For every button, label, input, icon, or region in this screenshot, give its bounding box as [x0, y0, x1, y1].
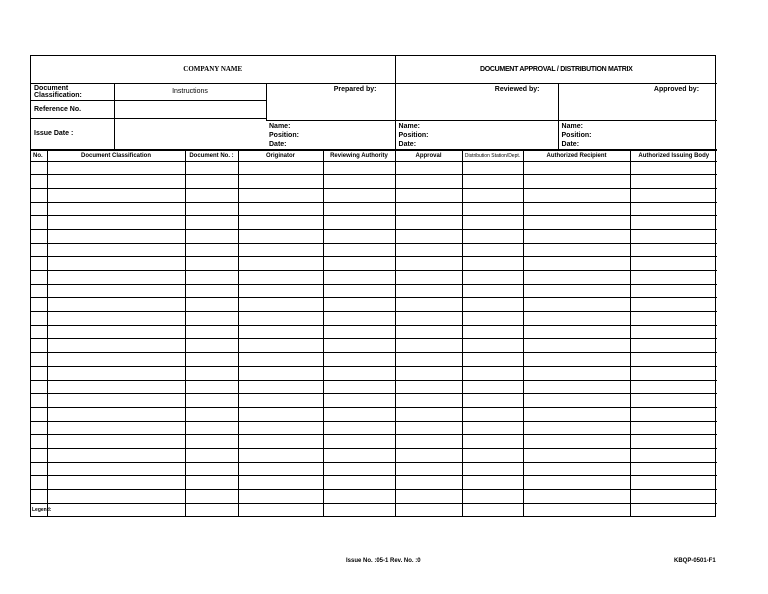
table-cell[interactable] [185, 161, 238, 175]
table-cell[interactable] [47, 284, 185, 298]
table-cell[interactable] [630, 284, 717, 298]
table-cell[interactable] [47, 407, 185, 421]
table-cell[interactable] [395, 394, 462, 408]
table-cell[interactable] [185, 202, 238, 216]
table-cell[interactable] [185, 312, 238, 326]
table-cell[interactable] [31, 271, 47, 285]
table-cell[interactable] [462, 284, 523, 298]
table-cell[interactable] [523, 161, 630, 175]
table-cell[interactable] [323, 435, 395, 449]
reviewed-by-label: Reviewed by: [395, 83, 558, 120]
table-cell[interactable] [323, 503, 395, 516]
table-cell[interactable] [323, 175, 395, 189]
table-row [31, 462, 717, 476]
table-cell[interactable] [31, 462, 47, 476]
table-row [31, 175, 717, 189]
table-cell[interactable] [395, 435, 462, 449]
table-cell[interactable] [31, 312, 47, 326]
table-cell[interactable] [47, 490, 185, 504]
company-name: COMPANY NAME [31, 56, 395, 83]
table-cell[interactable] [323, 421, 395, 435]
table-row [31, 421, 717, 435]
table-row [31, 353, 717, 367]
table-cell[interactable] [238, 394, 323, 408]
table-cell[interactable] [47, 503, 185, 516]
table-cell[interactable] [323, 243, 395, 257]
table-cell[interactable] [523, 312, 630, 326]
table-cell[interactable] [630, 503, 717, 516]
table-cell[interactable] [238, 353, 323, 367]
table-cell[interactable] [238, 202, 323, 216]
table-row [31, 490, 717, 504]
table-row [31, 380, 717, 394]
table-cell[interactable] [630, 490, 717, 504]
table-cell[interactable] [31, 435, 47, 449]
table-cell[interactable] [185, 380, 238, 394]
column-header-distribution-station: Distribution Station/Dept. [462, 150, 523, 161]
table-cell[interactable] [523, 175, 630, 189]
table-cell[interactable] [462, 448, 523, 462]
document-title: DOCUMENT APPROVAL / DISTRIBUTION MATRIX [395, 56, 717, 83]
table-cell[interactable] [523, 448, 630, 462]
table-cell[interactable] [630, 257, 717, 271]
table-cell[interactable] [47, 175, 185, 189]
table-cell[interactable] [47, 229, 185, 243]
table-row [31, 325, 717, 339]
table-cell[interactable] [31, 394, 47, 408]
table-cell[interactable] [523, 325, 630, 339]
table-cell[interactable] [523, 476, 630, 490]
table-cell[interactable] [395, 188, 462, 202]
table-cell[interactable] [395, 462, 462, 476]
table-cell[interactable] [185, 271, 238, 285]
distribution-table [31, 150, 717, 517]
table-cell[interactable] [523, 366, 630, 380]
table-cell[interactable] [31, 380, 47, 394]
table-cell[interactable] [31, 243, 47, 257]
table-cell[interactable] [238, 325, 323, 339]
table-row [31, 271, 717, 285]
table-cell[interactable] [395, 175, 462, 189]
table-cell[interactable] [462, 353, 523, 367]
table-cell[interactable] [395, 243, 462, 257]
table-cell[interactable] [462, 216, 523, 230]
table-row [31, 229, 717, 243]
table-cell[interactable] [185, 366, 238, 380]
table-cell[interactable] [238, 257, 323, 271]
table-cell[interactable] [47, 380, 185, 394]
table-cell[interactable] [238, 312, 323, 326]
table-cell[interactable] [323, 188, 395, 202]
table-cell[interactable] [462, 298, 523, 312]
table-cell[interactable] [630, 353, 717, 367]
table-cell[interactable] [523, 229, 630, 243]
table-cell[interactable] [47, 243, 185, 257]
table-cell[interactable] [47, 462, 185, 476]
table-cell[interactable] [31, 407, 47, 421]
table-cell[interactable] [395, 353, 462, 367]
table-cell[interactable] [47, 257, 185, 271]
table-cell[interactable] [47, 448, 185, 462]
table-cell[interactable] [395, 298, 462, 312]
table-cell[interactable] [462, 271, 523, 285]
column-header-document-classification: Document Classification [47, 150, 185, 161]
table-cell[interactable] [395, 380, 462, 394]
column-header-approval: Approval [395, 150, 462, 161]
table-cell[interactable] [630, 462, 717, 476]
table-cell[interactable] [630, 243, 717, 257]
table-cell[interactable] [323, 476, 395, 490]
table-cell[interactable] [630, 394, 717, 408]
table-cell[interactable] [185, 448, 238, 462]
table-cell[interactable] [47, 202, 185, 216]
table-cell[interactable] [323, 462, 395, 476]
form-code: KBQP-0501-F1 [674, 558, 716, 564]
table-cell[interactable] [185, 175, 238, 189]
table-cell[interactable] [523, 353, 630, 367]
table-cell[interactable] [462, 229, 523, 243]
table-cell[interactable] [238, 462, 323, 476]
table-row [31, 407, 717, 421]
table-cell[interactable] [630, 229, 717, 243]
table-cell[interactable] [323, 380, 395, 394]
table-cell[interactable] [323, 202, 395, 216]
table-row [31, 257, 717, 271]
table-cell[interactable] [31, 284, 47, 298]
table-cell[interactable] [185, 229, 238, 243]
table-cell[interactable] [523, 216, 630, 230]
table-cell[interactable] [238, 448, 323, 462]
table-row [31, 366, 717, 380]
table-cell[interactable] [462, 339, 523, 353]
position-label: Position: [269, 131, 299, 139]
table-cell[interactable] [523, 188, 630, 202]
table-cell[interactable] [238, 503, 323, 516]
table-cell[interactable] [185, 339, 238, 353]
table-cell[interactable] [630, 216, 717, 230]
table-cell[interactable] [238, 229, 323, 243]
table-row [31, 202, 717, 216]
table-cell[interactable] [630, 298, 717, 312]
table-cell[interactable] [630, 202, 717, 216]
date-label: Date: [398, 140, 417, 148]
table-cell[interactable] [185, 325, 238, 339]
table-row [31, 298, 717, 312]
table-cell[interactable] [238, 216, 323, 230]
table-cell[interactable] [462, 202, 523, 216]
table-cell[interactable] [185, 284, 238, 298]
table-cell[interactable] [523, 394, 630, 408]
table-cell[interactable] [47, 271, 185, 285]
table-cell[interactable] [462, 435, 523, 449]
form-header [31, 56, 717, 150]
table-cell[interactable] [395, 202, 462, 216]
table-cell[interactable] [238, 243, 323, 257]
classification-label: Document Classification: [31, 83, 114, 100]
table-cell[interactable] [47, 188, 185, 202]
table-cell[interactable] [395, 407, 462, 421]
column-header-reviewing-authority: Reviewing Authority [323, 150, 395, 161]
table-cell[interactable] [238, 161, 323, 175]
name-label: Name: [561, 122, 583, 130]
approval-matrix-form [30, 55, 716, 517]
table-cell[interactable] [31, 476, 47, 490]
table-cell[interactable] [323, 161, 395, 175]
table-cell[interactable] [31, 298, 47, 312]
table-cell[interactable] [238, 435, 323, 449]
table-cell[interactable] [238, 339, 323, 353]
approved-by-label: Approved by: [558, 83, 717, 120]
table-cell[interactable] [523, 243, 630, 257]
table-cell[interactable] [185, 503, 238, 516]
table-cell[interactable] [31, 448, 47, 462]
table-cell[interactable] [323, 271, 395, 285]
table-cell[interactable] [323, 353, 395, 367]
table-cell[interactable] [185, 462, 238, 476]
table-cell[interactable] [238, 284, 323, 298]
table-cell[interactable] [323, 229, 395, 243]
table-cell[interactable] [523, 462, 630, 476]
table-cell[interactable] [31, 229, 47, 243]
classification-value-field[interactable]: Instructions [114, 83, 266, 100]
table-cell[interactable] [523, 380, 630, 394]
table-cell[interactable] [238, 175, 323, 189]
table-cell[interactable] [31, 175, 47, 189]
table-cell[interactable] [238, 407, 323, 421]
table-cell[interactable] [47, 216, 185, 230]
table-cell[interactable] [185, 421, 238, 435]
table-cell[interactable] [462, 407, 523, 421]
table-cell[interactable] [523, 503, 630, 516]
table-cell[interactable] [185, 435, 238, 449]
table-cell[interactable] [630, 380, 717, 394]
table-cell[interactable] [630, 448, 717, 462]
table-cell[interactable] [31, 366, 47, 380]
position-label: Position: [561, 131, 592, 139]
table-cell[interactable] [31, 257, 47, 271]
table-cell[interactable] [238, 476, 323, 490]
table-cell[interactable] [238, 298, 323, 312]
table-cell[interactable] [523, 298, 630, 312]
table-cell[interactable] [462, 257, 523, 271]
table-cell[interactable] [630, 407, 717, 421]
table-cell[interactable] [47, 298, 185, 312]
table-cell[interactable] [630, 366, 717, 380]
issue-date-value-field[interactable] [114, 118, 266, 149]
table-cell[interactable] [462, 243, 523, 257]
table-cell[interactable] [323, 490, 395, 504]
table-cell[interactable] [238, 490, 323, 504]
table-cell[interactable] [185, 476, 238, 490]
table-row [31, 284, 717, 298]
table-cell[interactable] [395, 339, 462, 353]
table-cell[interactable] [630, 188, 717, 202]
table-row [31, 435, 717, 449]
table-cell[interactable] [238, 421, 323, 435]
prepared-by-label: Prepared by: [266, 83, 395, 120]
table-cell[interactable] [523, 202, 630, 216]
table-cell[interactable] [630, 421, 717, 435]
issue-date-label: Issue Date : [31, 118, 114, 149]
table-cell[interactable] [185, 216, 238, 230]
table-cell[interactable] [395, 448, 462, 462]
table-cell[interactable] [323, 298, 395, 312]
table-cell[interactable] [323, 312, 395, 326]
table-row [31, 161, 717, 175]
table-cell[interactable] [185, 257, 238, 271]
table-cell[interactable] [47, 312, 185, 326]
issue-revision-number: Issue No. :05-1 Rev. No. :0 [346, 558, 421, 564]
table-cell[interactable] [630, 312, 717, 326]
table-cell[interactable] [185, 394, 238, 408]
table-row [31, 339, 717, 353]
table-cell[interactable] [185, 243, 238, 257]
table-cell[interactable] [395, 312, 462, 326]
table-cell[interactable] [462, 188, 523, 202]
table-cell[interactable] [523, 435, 630, 449]
table-cell[interactable] [523, 257, 630, 271]
table-cell[interactable] [47, 394, 185, 408]
table-cell[interactable] [462, 325, 523, 339]
table-cell[interactable] [47, 366, 185, 380]
table-cell[interactable] [462, 476, 523, 490]
table-row [31, 503, 717, 516]
column-header-document-no: Document No. : [185, 150, 238, 161]
table-cell[interactable] [462, 175, 523, 189]
table-cell[interactable] [31, 339, 47, 353]
table-cell[interactable] [395, 421, 462, 435]
table-cell[interactable] [185, 353, 238, 367]
reference-label: Reference No. [31, 100, 114, 118]
legend-label: Legend: [32, 507, 52, 513]
table-cell[interactable] [323, 216, 395, 230]
name-label: Name: [398, 122, 420, 130]
column-header-authorized-recipient: Authorized Recipient [523, 150, 630, 161]
table-cell[interactable] [323, 366, 395, 380]
table-cell[interactable] [462, 394, 523, 408]
table-cell[interactable] [395, 229, 462, 243]
table-cell[interactable] [31, 353, 47, 367]
table-cell[interactable] [523, 490, 630, 504]
table-row [31, 188, 717, 202]
table-cell[interactable] [395, 476, 462, 490]
table-cell[interactable] [462, 462, 523, 476]
table-cell[interactable] [523, 421, 630, 435]
table-cell[interactable] [323, 339, 395, 353]
table-cell[interactable] [238, 188, 323, 202]
date-label: Date: [269, 140, 287, 148]
table-cell[interactable] [47, 325, 185, 339]
reviewed-by-details[interactable] [395, 120, 558, 149]
table-cell[interactable] [47, 161, 185, 175]
table-cell[interactable] [47, 339, 185, 353]
table-cell[interactable] [523, 407, 630, 421]
table-cell[interactable] [395, 257, 462, 271]
table-cell[interactable] [395, 325, 462, 339]
table-row [31, 312, 717, 326]
table-cell[interactable] [185, 188, 238, 202]
table-row [31, 243, 717, 257]
table-cell[interactable] [31, 202, 47, 216]
table-cell[interactable] [47, 476, 185, 490]
name-label: Name: [269, 122, 291, 130]
table-cell[interactable] [395, 490, 462, 504]
table-cell[interactable] [185, 407, 238, 421]
table-cell[interactable] [395, 161, 462, 175]
table-cell[interactable] [630, 175, 717, 189]
table-cell[interactable] [238, 271, 323, 285]
table-cell[interactable] [462, 503, 523, 516]
table-cell[interactable] [323, 448, 395, 462]
table-cell[interactable] [523, 271, 630, 285]
table-cell[interactable] [630, 339, 717, 353]
table-cell[interactable] [31, 188, 47, 202]
position-label: Position: [398, 131, 429, 139]
table-cell[interactable] [523, 284, 630, 298]
table-cell[interactable] [462, 421, 523, 435]
table-cell[interactable] [31, 325, 47, 339]
table-cell[interactable] [31, 490, 47, 504]
date-label: Date: [561, 140, 580, 148]
table-cell[interactable] [323, 325, 395, 339]
table-row [31, 216, 717, 230]
table-cell[interactable] [238, 366, 323, 380]
table-cell[interactable] [185, 490, 238, 504]
table-row [31, 394, 717, 408]
table-cell[interactable] [31, 161, 47, 175]
table-cell[interactable] [630, 161, 717, 175]
table-cell[interactable] [185, 298, 238, 312]
reference-value-field[interactable] [114, 100, 266, 118]
table-cell[interactable] [462, 312, 523, 326]
table-cell[interactable] [323, 407, 395, 421]
table-cell[interactable] [395, 503, 462, 516]
table-cell[interactable] [323, 284, 395, 298]
table-cell[interactable] [462, 366, 523, 380]
table-cell[interactable] [462, 380, 523, 394]
table-cell[interactable] [630, 271, 717, 285]
table-cell[interactable] [395, 216, 462, 230]
column-header-authorized-issuing-body: Authorized Issuing Body [630, 150, 717, 161]
table-row [31, 448, 717, 462]
table-cell[interactable] [523, 339, 630, 353]
table-cell[interactable] [47, 353, 185, 367]
table-cell[interactable] [47, 421, 185, 435]
table-cell[interactable] [630, 435, 717, 449]
prepared-by-details[interactable] [266, 120, 395, 149]
table-cell[interactable] [31, 421, 47, 435]
table-cell[interactable] [323, 394, 395, 408]
table-cell[interactable] [31, 216, 47, 230]
table-cell[interactable] [630, 476, 717, 490]
table-cell[interactable] [462, 161, 523, 175]
table-cell[interactable] [395, 271, 462, 285]
table-row [31, 476, 717, 490]
table-cell[interactable] [630, 325, 717, 339]
table-cell[interactable] [47, 435, 185, 449]
table-cell[interactable] [462, 490, 523, 504]
column-header-originator: Originator [238, 150, 323, 161]
approved-by-details[interactable] [558, 120, 717, 149]
table-cell[interactable] [395, 366, 462, 380]
table-cell[interactable] [395, 284, 462, 298]
table-cell[interactable] [238, 380, 323, 394]
column-header-no: No. [31, 150, 47, 161]
table-cell[interactable] [323, 257, 395, 271]
